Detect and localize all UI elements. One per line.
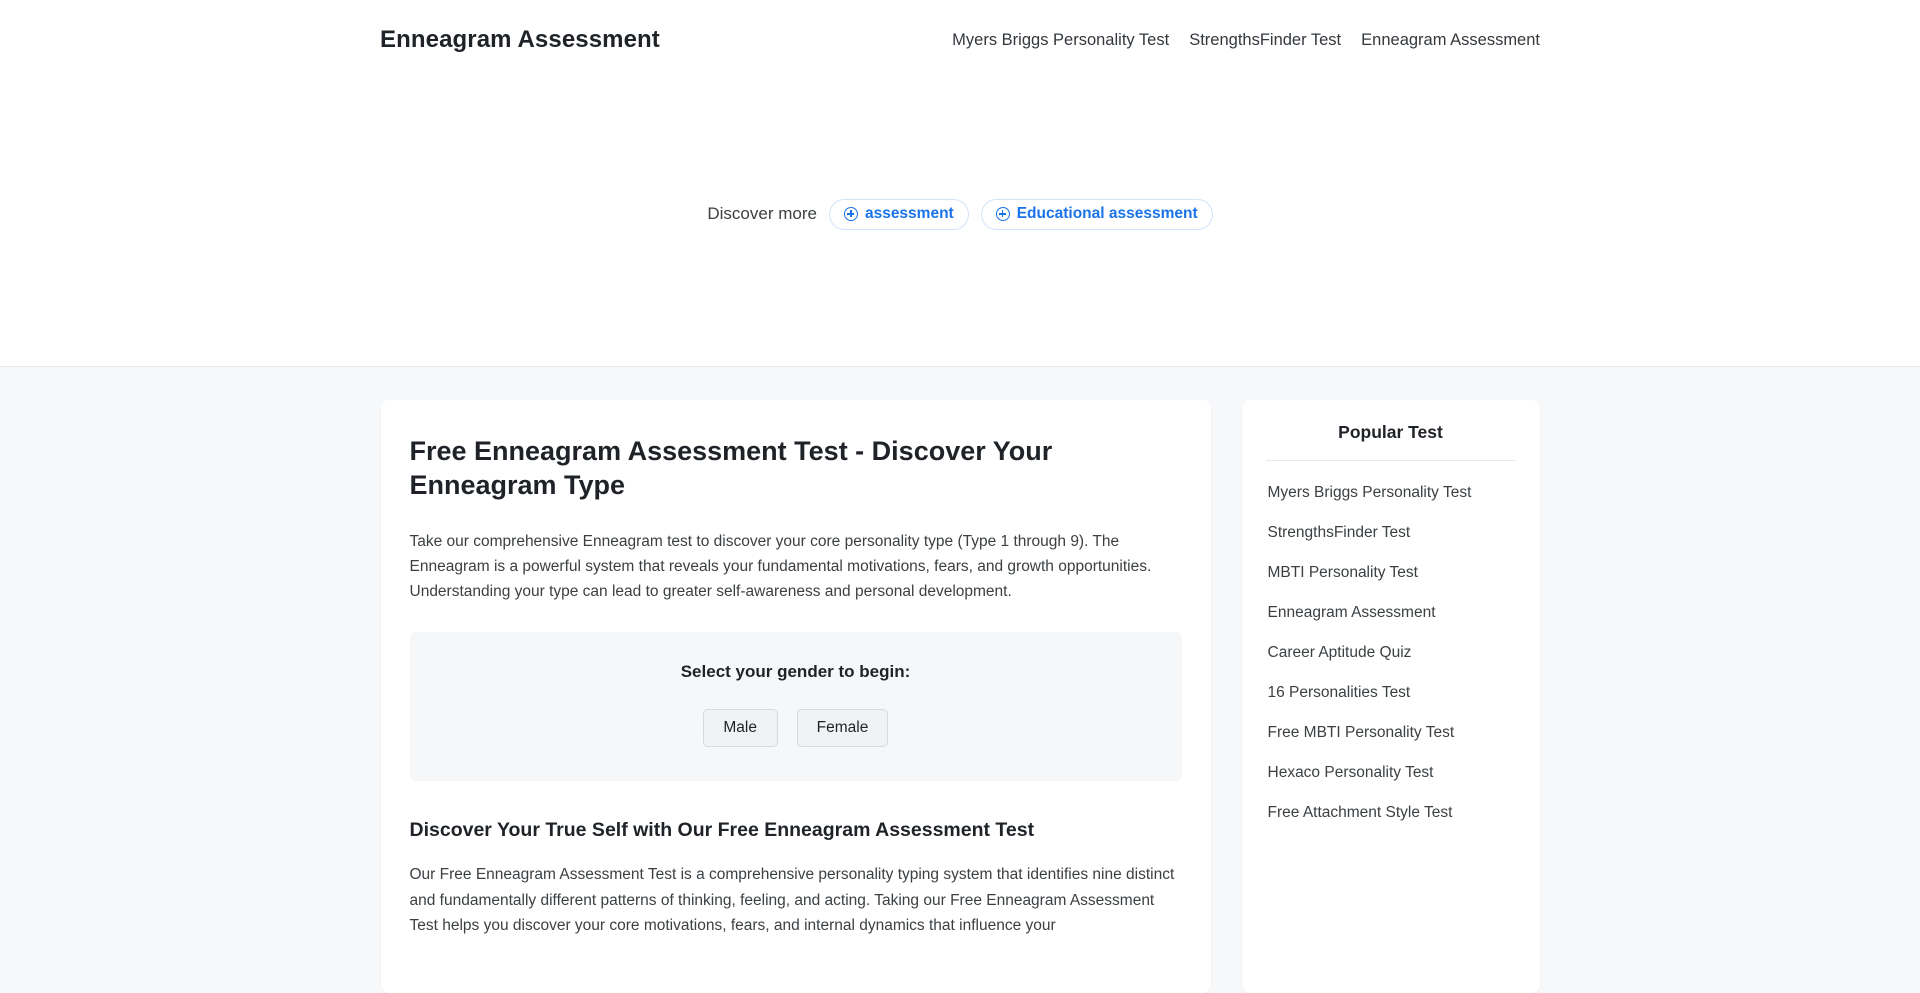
sidebar-title: Popular Test <box>1266 422 1516 461</box>
discover-chip-educational-assessment-label: Educational assessment <box>1016 205 1198 222</box>
primary-nav <box>952 0 1540 80</box>
discover-more-row <box>707 199 1212 230</box>
sidebar-item-hexaco-personality-test[interactable]: Hexaco Personality Test <box>1267 764 1434 781</box>
page-title: Free Enneagram Assessment Test - Discover Your Enneagram Type <box>409 436 1053 501</box>
sidebar-item-free-attachment-style-test[interactable]: Free Attachment Style Test <box>1267 804 1453 821</box>
sidebar-item-enneagram-assessment[interactable]: Enneagram Assessment <box>1267 604 1436 621</box>
discover-chip-assessment[interactable] <box>829 199 969 230</box>
discover-more-label: Discover more <box>707 204 817 223</box>
content-area <box>0 367 1920 993</box>
female-button[interactable]: Female <box>797 709 889 747</box>
sidebar-item-mbti-personality-test[interactable]: MBTI Personality Test <box>1267 564 1418 581</box>
sidebar-item-myers-briggs-personality-test[interactable]: Myers Briggs Personality Test <box>1267 484 1472 501</box>
gender-buttons-row <box>430 709 1162 747</box>
section-heading: Discover Your True Self with Our Free Enneagram Assessment Test <box>409 819 1035 842</box>
sidebar-list <box>1242 473 1540 833</box>
gender-prompt-label: Select your gender to begin: <box>680 662 911 682</box>
popular-test-sidebar <box>1242 400 1540 993</box>
main-content-card <box>381 400 1211 993</box>
sidebar-item-16-personalities-test[interactable]: 16 Personalities Test <box>1267 684 1411 701</box>
plus-circle-icon <box>996 207 1010 221</box>
discover-chip-educational-assessment[interactable] <box>981 199 1213 230</box>
gender-selection-panel <box>410 632 1182 781</box>
nav-link-myers-briggs[interactable]: Myers Briggs Personality Test <box>952 30 1170 49</box>
discover-chip-assessment-label: assessment <box>864 205 954 222</box>
intro-paragraph: Take our comprehensive Enneagram test to discover your core personality type (Type 1 through 9). The Enneagram is a powerful system that reveals your fundamental motivations, fears, and growth opportunities. Understanding your type can lead to greater self-awareness and personal development. <box>409 532 1152 601</box>
brand-title: Enneagram Assessment <box>380 26 660 53</box>
sidebar-item-strengthsfinder-test[interactable]: StrengthsFinder Test <box>1267 524 1411 541</box>
site-header <box>0 0 1920 80</box>
plus-circle-icon <box>844 207 858 221</box>
male-button[interactable]: Male <box>703 709 778 747</box>
sidebar-item-career-aptitude-quiz[interactable]: Career Aptitude Quiz <box>1267 644 1412 661</box>
sidebar-item-free-mbti-personality-test[interactable]: Free MBTI Personality Test <box>1267 724 1455 741</box>
nav-link-strengthsfinder[interactable]: StrengthsFinder Test <box>1189 30 1342 49</box>
section-paragraph: Our Free Enneagram Assessment Test is a comprehensive personality typing system that identifies nine distinct and fundamentally different patterns of thinking, feeling, and acting. Taking our Free Enneagram Assessment Test helps you discover your core motivations, fears, and internal dynamics that influence your <box>409 866 1175 934</box>
discover-more-section <box>0 80 1920 367</box>
nav-link-enneagram[interactable]: Enneagram Assessment <box>1361 30 1540 49</box>
